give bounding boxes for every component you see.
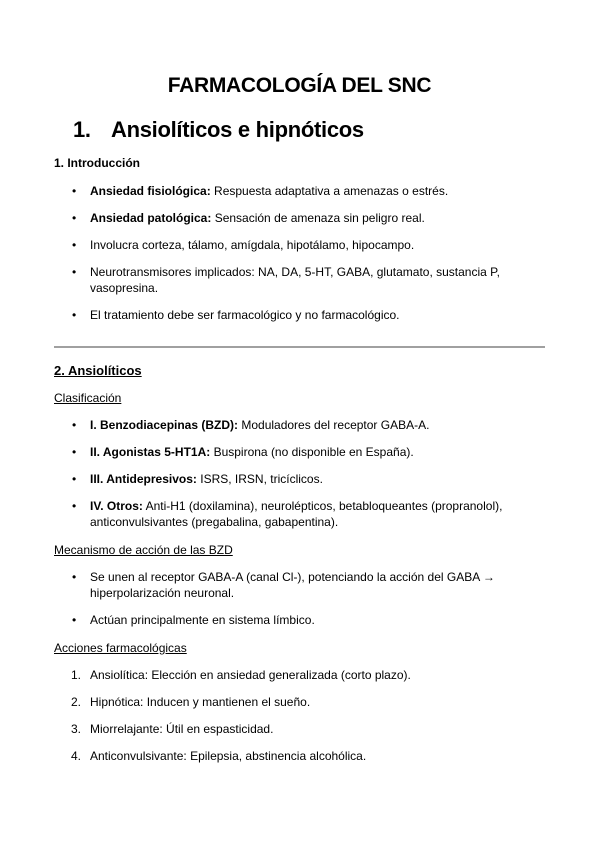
bullet-icon: • <box>72 184 77 198</box>
clasificacion-item-1: • I. Benzodiacepinas (BZD): Moduladores del receptor GABA-A. <box>72 418 430 432</box>
acciones-label: Acciones farmacológicas <box>54 641 187 655</box>
clasificacion-list <box>54 417 554 530</box>
acciones-item-4: 4. Anticonvulsivante: Epilepsia, abstinencia alcohólica. <box>71 749 367 763</box>
bullet-icon: • <box>72 499 77 513</box>
intro-label: 1. Introducción <box>54 156 141 170</box>
clasificacion-item-4: • IV. Otros: Anti-H1 (doxilamina), neurolépticos, betabloqueantes (propranolol), anticonvulsivantes (pregabalina, gabapentina). <box>72 499 503 529</box>
intro-item-1: • Ansiedad fisiológica: Respuesta adaptativa a amenazas o estrés. <box>72 184 449 198</box>
bullet-icon: • <box>72 238 77 252</box>
acciones-item-1: 1. Ansiolítica: Elección en ansiedad generalizada (corto plazo). <box>71 668 411 682</box>
bullet-icon: • <box>72 418 77 432</box>
mecanismo-list <box>54 569 554 628</box>
bullet-icon: • <box>72 472 77 486</box>
bullet-icon: • <box>72 445 77 459</box>
ansioliticos-label: 2. Ansiolíticos <box>54 363 142 378</box>
clasificacion-item-3: • III. Antidepresivos: ISRS, IRSN, tricíclicos. <box>72 472 323 486</box>
intro-item-3: • Involucra corteza, tálamo, amígdala, hipotálamo, hipocampo. <box>72 238 415 252</box>
bullet-icon: • <box>72 265 77 279</box>
bullet-icon: • <box>72 613 77 627</box>
acciones-item-3: 3. Miorrelajante: Útil en espasticidad. <box>71 722 274 736</box>
acciones-item-2: 2. Hipnótica: Inducen y mantienen el sueño. <box>71 695 311 709</box>
intro-item-2: • Ansiedad patológica: Sensación de amenaza sin peligro real. <box>72 211 425 225</box>
section-heading-1 <box>73 117 364 143</box>
intro-list <box>54 183 554 323</box>
bullet-icon: • <box>72 308 77 322</box>
bullet-icon: • <box>72 211 77 225</box>
intro-item-5: • El tratamiento debe ser farmacológico y no farmacológico. <box>72 308 400 322</box>
bullet-icon: • <box>72 570 77 584</box>
heading-number: 1. <box>73 117 91 142</box>
mecanismo-label: Mecanismo de acción de las BZD <box>54 543 233 557</box>
mecanismo-item-2: • Actúan principalmente en sistema límbico. <box>72 613 315 627</box>
document-title: FARMACOLOGÍA DEL SNC <box>167 74 432 97</box>
section-divider <box>54 346 545 348</box>
intro-item-4: • Neurotransmisores implicados: NA, DA, 5-HT, GABA, glutamato, sustancia P, vasopresina. <box>72 265 500 295</box>
heading-text: Ansiolíticos e hipnóticos <box>111 117 364 142</box>
acciones-list <box>54 667 554 764</box>
clasificacion-item-2: • II. Agonistas 5-HT1A: Buspirona (no disponible en España). <box>72 445 414 459</box>
clasificacion-label: Clasificación <box>54 391 122 405</box>
mecanismo-item-1: • Se unen al receptor GABA-A (canal Cl-), potenciando la acción del GABA → hiperpolarización neuronal. <box>72 570 495 600</box>
